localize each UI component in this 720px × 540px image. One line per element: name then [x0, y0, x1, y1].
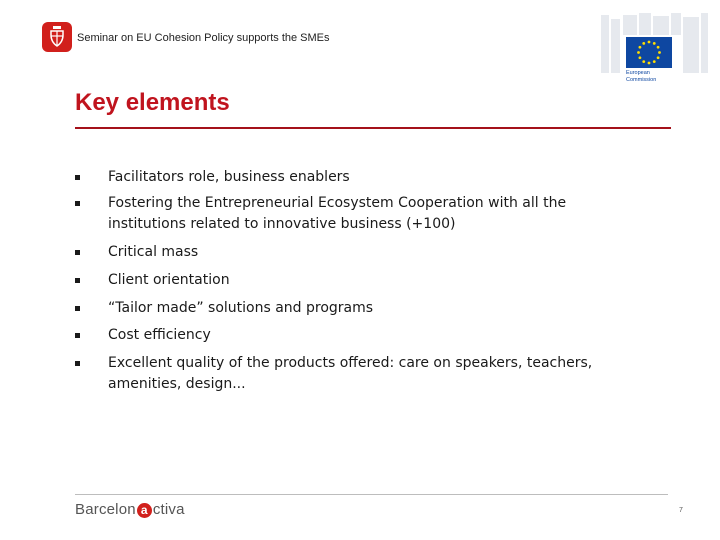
- barcelona-crest-icon: [42, 22, 72, 52]
- page-number: 7: [679, 507, 683, 514]
- logo-text-after: ctiva: [152, 501, 185, 518]
- logo-a-circle-icon: a: [137, 503, 152, 518]
- ec-logo-line1: European: [626, 70, 650, 76]
- bullet-item: [75, 193, 635, 235]
- european-commission-logo: [599, 13, 709, 83]
- bullet-text: Client orientation: [108, 272, 230, 288]
- bullet-text: Cost efficiency: [108, 327, 211, 343]
- bullet-square-icon: [75, 250, 80, 255]
- ec-logo-line2: Commission: [626, 76, 657, 83]
- bullet-item: [75, 325, 635, 346]
- footer-divider: [75, 494, 668, 495]
- bullet-text: Critical mass: [108, 244, 199, 260]
- bullet-square-icon: [75, 306, 80, 311]
- bullet-square-icon: [75, 175, 80, 180]
- seminar-title: Seminar on EU Cohesion Policy supports the SMEs: [77, 32, 330, 44]
- bullet-item: [75, 167, 635, 188]
- bullet-item: [75, 270, 635, 291]
- barcelona-activa-logo: [75, 501, 185, 518]
- bullet-item: [75, 298, 635, 319]
- bullet-square-icon: [75, 333, 80, 338]
- title-divider: [75, 127, 671, 129]
- bullet-square-icon: [75, 361, 80, 366]
- bullet-item: [75, 242, 635, 263]
- bullet-text: Facilitators role, business enablers: [108, 169, 350, 185]
- logo-text-before: Barcelon: [75, 501, 136, 518]
- bullet-list: [75, 167, 635, 395]
- bullet-text: “Tailor made” solutions and programs: [108, 300, 374, 316]
- slide-title: Key elements: [75, 89, 230, 116]
- bullet-item: [75, 353, 635, 395]
- bullet-square-icon: [75, 201, 80, 206]
- ec-logo-label: [626, 70, 656, 83]
- bullet-text: Excellent quality of the products offered: care on speakers, teachers, amenities, design...: [108, 355, 593, 392]
- bullet-square-icon: [75, 278, 80, 283]
- eu-flag-icon: [626, 37, 672, 68]
- bullet-text: Fostering the Entrepreneurial Ecosystem Cooperation with all the institutions related to innovative business (+100): [108, 195, 567, 232]
